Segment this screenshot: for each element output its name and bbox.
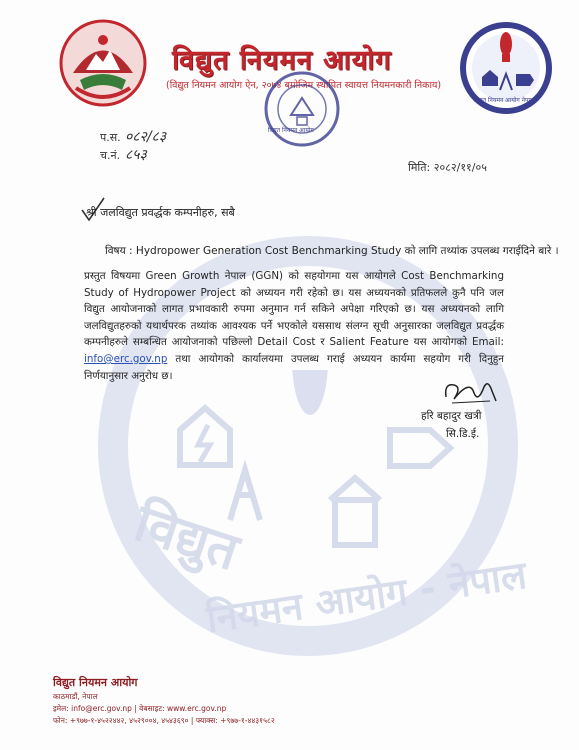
watermark-text-1: विद्युत (127, 493, 246, 583)
letter-body (84, 268, 504, 384)
cn-label: च.नं. (100, 149, 121, 162)
official-stamp (263, 70, 341, 148)
ps-label: प.स. (100, 131, 121, 144)
org-subtitle: (विद्युत नियमन आयोग ऐन, २०७४ बमोजिम स्थापित स्वायत्त नियमनकारी निकाय) (166, 80, 442, 91)
addressee: श्री जलविद्युत प्रवर्द्धक कम्पनीहरु, सबै (86, 206, 235, 219)
erc-logo-text: विद्युत नियमन आयोग नेपाल (474, 97, 534, 104)
body-part-2: तथा आयोगको कार्यालयमा उपलब्ध गराई अध्ययन कार्यमा सहयोग गरी दिनुहुन निर्णयानुसार अनुरोध छ। (84, 352, 504, 382)
body-part-1: प्रस्तुत विषयमा Green Growth नेपाल (GGN) को सहयोगमा यस आयोगले Cost Benchmarking Study of Hydropower Project को अध्ययन गरी रहेको छ। यस अध्ययनको प्रतिफलले कुनै पनि जल विद्युत आयोजनाको लागत प्रभावकारी रुपमा अनुमान गर्न सकिने अपेक्षा गरिएको छ। यस अध्ययनको लागि जलविद्युतहरुको यथार्थपरक तथ्यांक आवश्यक पर्ने भएकोले यससाथ संलग्न सूची अनुसारका जलविद्युत प्रवर्द्धक कम्पनीहरुले सम्बन्धित आयोजनाको पछिल्लो Detail Cost र Salient Feature यस आयोगको Email: (84, 270, 504, 349)
letter-date: मिति: २०८२/११/०५ (408, 161, 487, 174)
footer-city: काठमाडौं, नेपाल (53, 692, 98, 701)
footer-contact: इमेल: info@erc.gov.np | वेबसाइट: www.erc.gov.np (53, 704, 227, 713)
cn-value: ८५३ (125, 147, 147, 163)
letter-subject: विषय : Hydropower Generation Cost Benchmarking Study को लागि तथ्यांक उपलब्ध गराईदिने बारे । (105, 245, 559, 257)
signatory-title: सि.डि.ई. (446, 428, 480, 440)
watermark-text-2: नियमन आयोग - नेपाल (203, 552, 530, 642)
signatory-name: हरि बहादुर खत्री (421, 410, 482, 422)
nepal-emblem-logo (58, 18, 148, 108)
handwritten-signature (440, 375, 500, 409)
email-link[interactable]: info@erc.gov.np (84, 352, 168, 365)
ps-value: ०८२/८३ (125, 129, 167, 145)
footer-phone: फोन: +९७७-१-४५२२४४२, ४५२९००४, ४५४३६९० | फ्याक्स: +९७७-१-४४३१५८२ (53, 716, 275, 725)
stamp-text: विद्युत नियमन आयोग (268, 127, 314, 134)
org-title: विद्युत नियमन आयोग (172, 45, 392, 76)
footer-org-name: विद्युत नियमन आयोग (53, 676, 138, 689)
